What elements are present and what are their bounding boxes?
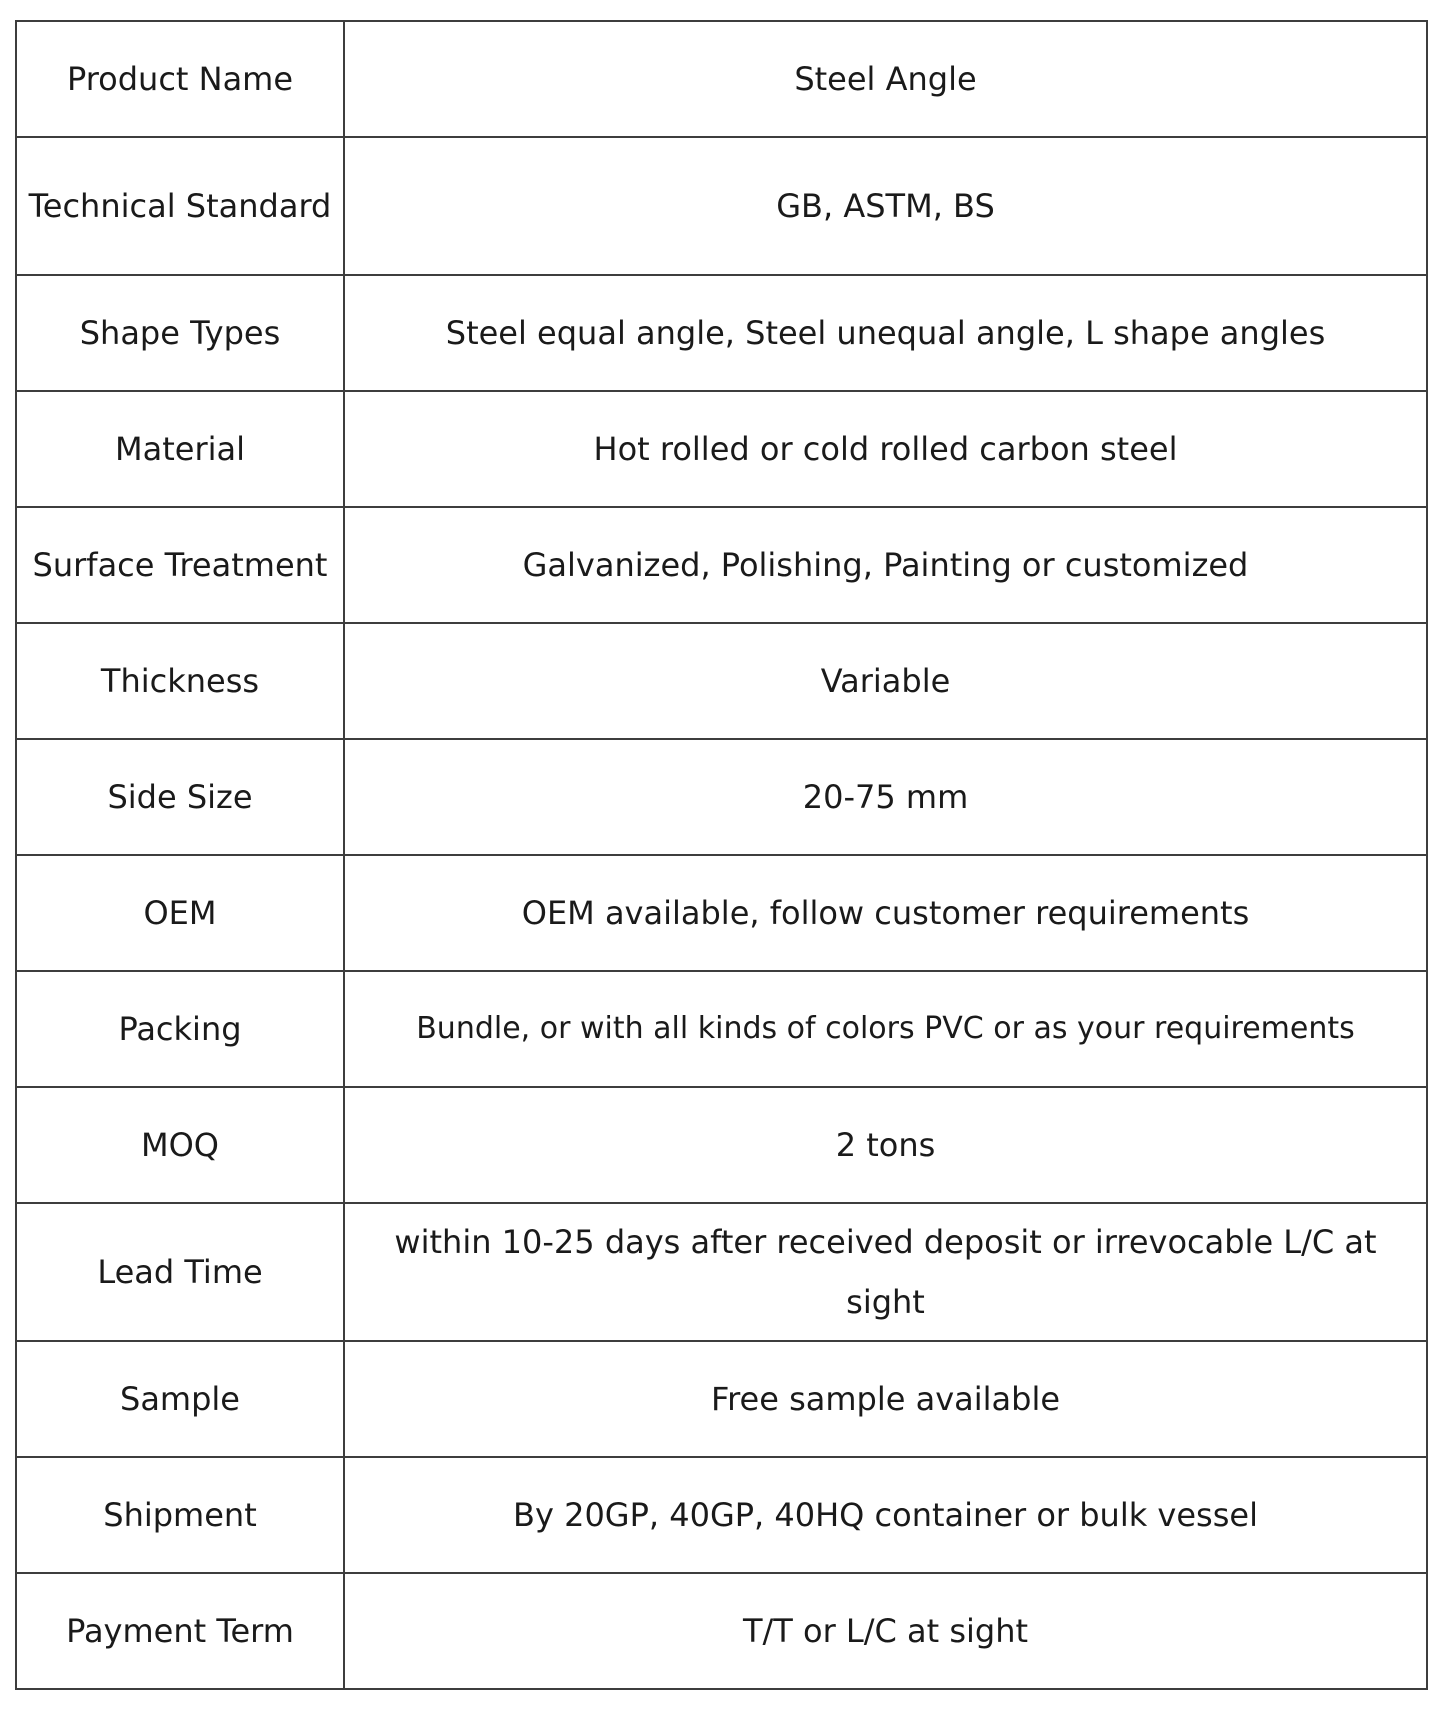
row-label: Lead Time xyxy=(16,1203,344,1341)
table-row xyxy=(16,21,1427,137)
spec-table xyxy=(15,20,1428,1690)
row-label: OEM xyxy=(16,855,344,971)
row-label: Side Size xyxy=(16,739,344,855)
row-value: within 10-25 days after received deposit or irrevocable L/C at sight xyxy=(344,1203,1427,1341)
table-row xyxy=(16,1573,1427,1689)
table-row xyxy=(16,1087,1427,1203)
row-value: Galvanized, Polishing, Painting or customized xyxy=(344,507,1427,623)
row-value: 2 tons xyxy=(344,1087,1427,1203)
row-value: Steel equal angle, Steel unequal angle, L shape angles xyxy=(344,275,1427,391)
table-row xyxy=(16,275,1427,391)
row-label: Payment Term xyxy=(16,1573,344,1689)
table-row xyxy=(16,137,1427,275)
table-row xyxy=(16,391,1427,507)
table-row xyxy=(16,507,1427,623)
row-label: Sample xyxy=(16,1341,344,1457)
row-value: Bundle, or with all kinds of colors PVC or as your requirements xyxy=(344,971,1427,1087)
row-value: Free sample available xyxy=(344,1341,1427,1457)
row-label: Shipment xyxy=(16,1457,344,1573)
table-row xyxy=(16,739,1427,855)
row-value: GB, ASTM, BS xyxy=(344,137,1427,275)
row-label: Surface Treatment xyxy=(16,507,344,623)
table-row xyxy=(16,1341,1427,1457)
row-label: Shape Types xyxy=(16,275,344,391)
row-value: Hot rolled or cold rolled carbon steel xyxy=(344,391,1427,507)
table-row xyxy=(16,623,1427,739)
table-row xyxy=(16,971,1427,1087)
row-value: Variable xyxy=(344,623,1427,739)
row-label: Material xyxy=(16,391,344,507)
row-value: OEM available, follow customer requirements xyxy=(344,855,1427,971)
row-label: MOQ xyxy=(16,1087,344,1203)
table-row xyxy=(16,855,1427,971)
row-value: T/T or L/C at sight xyxy=(344,1573,1427,1689)
row-value: Steel Angle xyxy=(344,21,1427,137)
row-label: Product Name xyxy=(16,21,344,137)
table-row xyxy=(16,1457,1427,1573)
row-label: Thickness xyxy=(16,623,344,739)
row-value: By 20GP, 40GP, 40HQ container or bulk vessel xyxy=(344,1457,1427,1573)
row-label: Packing xyxy=(16,971,344,1087)
row-value: 20-75 mm xyxy=(344,739,1427,855)
table-row xyxy=(16,1203,1427,1341)
row-label: Technical Standard xyxy=(16,137,344,275)
